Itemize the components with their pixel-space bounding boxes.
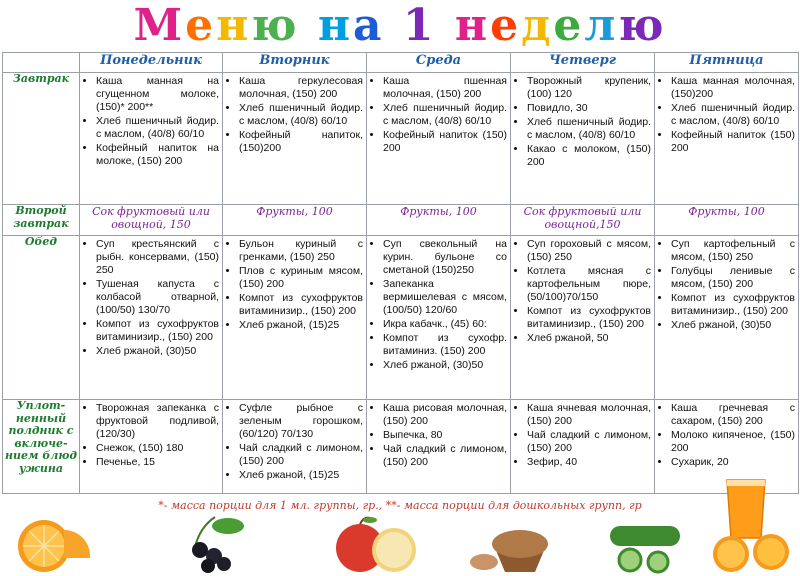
second-breakfast-monday: Сок фруктовый или овощной, 150: [80, 205, 223, 236]
title-letter: М: [133, 0, 186, 51]
dish-item: • Каша пшенная молочная, (150) 200: [383, 75, 507, 101]
dish-item: • Чай сладкий с лимоном, (150) 200: [239, 442, 363, 468]
dish-item: • Кофейный напиток на молоке, (150) 200: [96, 142, 219, 168]
snack-monday: [80, 400, 223, 494]
snack-row: [3, 400, 799, 494]
snack-tuesday: [223, 400, 367, 494]
lunch-thursday: [511, 236, 655, 400]
page-title: [0, 0, 800, 52]
dish-item: • Хлеб ржаной, (15)25: [239, 469, 363, 482]
dish-item: • Бульон куриный с гренками, (150) 250: [239, 238, 363, 264]
title-letter: л: [584, 0, 619, 51]
meal-label-second-breakfast: Второй завтрак: [3, 205, 80, 236]
dish-item: • Молоко кипяченое, (150) 200: [671, 429, 795, 455]
muffin-icon: [470, 518, 560, 574]
dish-item: • Компот из сухофруктов витаминизир., (150) 200: [239, 292, 363, 318]
dish-item: • Сухарик, 20: [671, 456, 795, 469]
dish-item: • Чай сладкий с лимоном, (150) 200: [383, 443, 507, 469]
weekly-menu-table: [2, 52, 799, 494]
breakfast-row: [3, 73, 799, 205]
dish-item: • Каша гречневая с сахаром, (150) 200: [671, 402, 795, 428]
dish-item: • Компот из сухофр. витаминиз. (150) 200: [383, 332, 507, 358]
dish-list: [367, 238, 510, 372]
dish-list: [655, 238, 798, 332]
dish-item: • Чай сладкий с лимоном, (150) 200: [527, 429, 651, 455]
snack-thursday: [511, 400, 655, 494]
dish-item: • Запеканка вермишелевая с мясом, (100/50) 120/60: [383, 278, 507, 317]
dish-item: • Творожная запеканка с фруктовой подливой, (120/30): [96, 402, 219, 441]
corner-cell: [3, 53, 80, 73]
dish-item: • Суфле рыбное с зеленым горошком, (60/120) 70/130: [239, 402, 363, 441]
dish-list: [511, 75, 654, 169]
dish-item: • Хлеб ржаной, (30)50: [96, 345, 219, 358]
days-header-row: [3, 53, 799, 73]
day-header-wednesday: Среда: [367, 53, 511, 73]
dish-list: [655, 75, 798, 155]
snack-wednesday: [367, 400, 511, 494]
dish-item: • Хлеб пшеничный йодир. с маслом, (40/8) 60/10: [527, 116, 651, 142]
dish-list: [655, 402, 798, 469]
title-letter: а: [353, 0, 385, 51]
lunch-tuesday: [223, 236, 367, 400]
dish-item: • Хлеб пшеничный йодир. с маслом, (40/8) 60/10: [383, 102, 507, 128]
dish-item: • Суп картофельный с мясом, (150) 250: [671, 238, 795, 264]
apples-icon: [330, 512, 425, 574]
cucumber-icon: [600, 512, 695, 574]
title-letter: [385, 0, 403, 52]
title-letter: е: [185, 0, 217, 51]
dish-item: • Каша манная на сгущенном молоке, (150)* 200**: [96, 75, 219, 114]
dish-item: • Каша ячневая молочная, (150) 200: [527, 402, 651, 428]
dish-list: [80, 402, 222, 469]
second-breakfast-row: [3, 205, 799, 236]
dish-item: • Суп свекольный на курин. бульоне со сметаной (150)250: [383, 238, 507, 277]
dish-item: • Тушеная капуста с колбасой отварной, (100/50) 130/70: [96, 278, 219, 317]
lunch-friday: [655, 236, 799, 400]
dish-list: [223, 238, 366, 332]
orange-slices-icon: [6, 510, 96, 574]
dish-item: • Кофейный напиток (150) 200: [383, 129, 507, 155]
meal-label-breakfast: Завтрак: [3, 73, 80, 205]
orange-juice-icon: [705, 476, 797, 574]
title-letter: ю: [618, 0, 667, 51]
title-letter: н: [317, 0, 354, 51]
dish-item: • Компот из сухофруктов витаминизир., (150) 200: [527, 305, 651, 331]
meal-label-lunch: Обед: [3, 236, 80, 400]
title-letter: 1: [402, 0, 437, 51]
dish-list: [511, 402, 654, 469]
breakfast-friday: [655, 73, 799, 205]
dish-item: • Зефир, 40: [527, 456, 651, 469]
title-letter: д: [521, 0, 554, 51]
breakfast-tuesday: [223, 73, 367, 205]
dish-item: • Кофейный напиток, (150)200: [239, 129, 363, 155]
dish-item: • Печенье, 15: [96, 456, 219, 469]
second-breakfast-friday: Фрукты, 100: [655, 205, 799, 236]
dish-item: • Какао с молоком, (150) 200: [527, 143, 651, 169]
dish-item: • Икра кабачк., (45) 60:: [383, 318, 507, 331]
dish-list: [223, 402, 366, 482]
dish-item: • Суп гороховый с мясом, (150) 250: [527, 238, 651, 264]
second-breakfast-thursday: Сок фруктовый или овощной,150: [511, 205, 655, 236]
dish-item: • Хлеб ржаной, 50: [527, 332, 651, 345]
day-header-friday: Пятница: [655, 53, 799, 73]
day-header-thursday: Четверг: [511, 53, 655, 73]
dish-item: • Хлеб пшеничный йодир. с маслом, (40/8) 60/10: [671, 102, 795, 128]
dish-item: • Повидло, 30: [527, 102, 651, 115]
lunch-row: [3, 236, 799, 400]
dish-item: • Каша геркулесовая молочная, (150) 200: [239, 75, 363, 101]
dish-item: • Снежок, (150) 180: [96, 442, 219, 455]
dish-list: [223, 75, 366, 155]
lunch-wednesday: [367, 236, 511, 400]
blackcurrant-icon: [180, 512, 250, 574]
title-letter: ю: [251, 0, 300, 51]
dish-list: [511, 238, 654, 345]
dish-list: [80, 75, 222, 168]
dish-item: • Хлеб ржаной, (15)25: [239, 319, 363, 332]
dish-item: • Хлеб ржаной, (30)50: [383, 359, 507, 372]
dish-item: • Каша манная молочная, (150)200: [671, 75, 795, 101]
dish-list: [80, 238, 222, 358]
footnote: *- масса порции для 1 мл. группы, гр., **- масса порции для дошкольных групп, гр: [158, 499, 642, 512]
dish-item: • Каша рисовая молочная, (150) 200: [383, 402, 507, 428]
title-letter: е: [553, 0, 585, 51]
meal-label-snack: Уплот-ненный полдник с включе-нием блюд ужина: [3, 400, 80, 494]
lunch-monday: [80, 236, 223, 400]
breakfast-monday: [80, 73, 223, 205]
day-header-monday: Понедельник: [80, 53, 223, 73]
dish-item: • Плов с куриным мясом, (150) 200: [239, 265, 363, 291]
breakfast-wednesday: [367, 73, 511, 205]
dish-item: • Хлеб ржаной, (30)50: [671, 319, 795, 332]
second-breakfast-wednesday: Фрукты, 100: [367, 205, 511, 236]
breakfast-thursday: [511, 73, 655, 205]
dish-item: • Суп крестьянский с рыбн. консервами, (150) 250: [96, 238, 219, 277]
dish-item: • Кофейный напиток (150) 200: [671, 129, 795, 155]
dish-item: • Котлета мясная с картофельным пюре, (50/100)70/150: [527, 265, 651, 304]
dish-list: [367, 402, 510, 469]
dish-item: • Хлеб пшеничный йодир. с маслом, (40/8) 60/10: [239, 102, 363, 128]
dish-item: • Голубцы ленивые с мясом, (150) 200: [671, 265, 795, 291]
dish-item: • Хлеб пшеничный йодир. с маслом, (40/8) 60/10: [96, 115, 219, 141]
second-breakfast-tuesday: Фрукты, 100: [223, 205, 367, 236]
dish-item: • Выпечка, 80: [383, 429, 507, 442]
title-letter: н: [454, 0, 491, 51]
dish-item: • Творожный крупеник, (100) 120: [527, 75, 651, 101]
title-letter: [437, 0, 455, 52]
dish-item: • Компот из сухофруктов витаминизир., (150) 200: [96, 318, 219, 344]
title-letter: н: [216, 0, 252, 51]
dish-item: • Компот из сухофруктов витаминизир., (150) 200: [671, 292, 795, 318]
title-letter: е: [490, 0, 522, 51]
dish-list: [367, 75, 510, 155]
title-letter: [300, 0, 318, 52]
day-header-tuesday: Вторник: [223, 53, 367, 73]
